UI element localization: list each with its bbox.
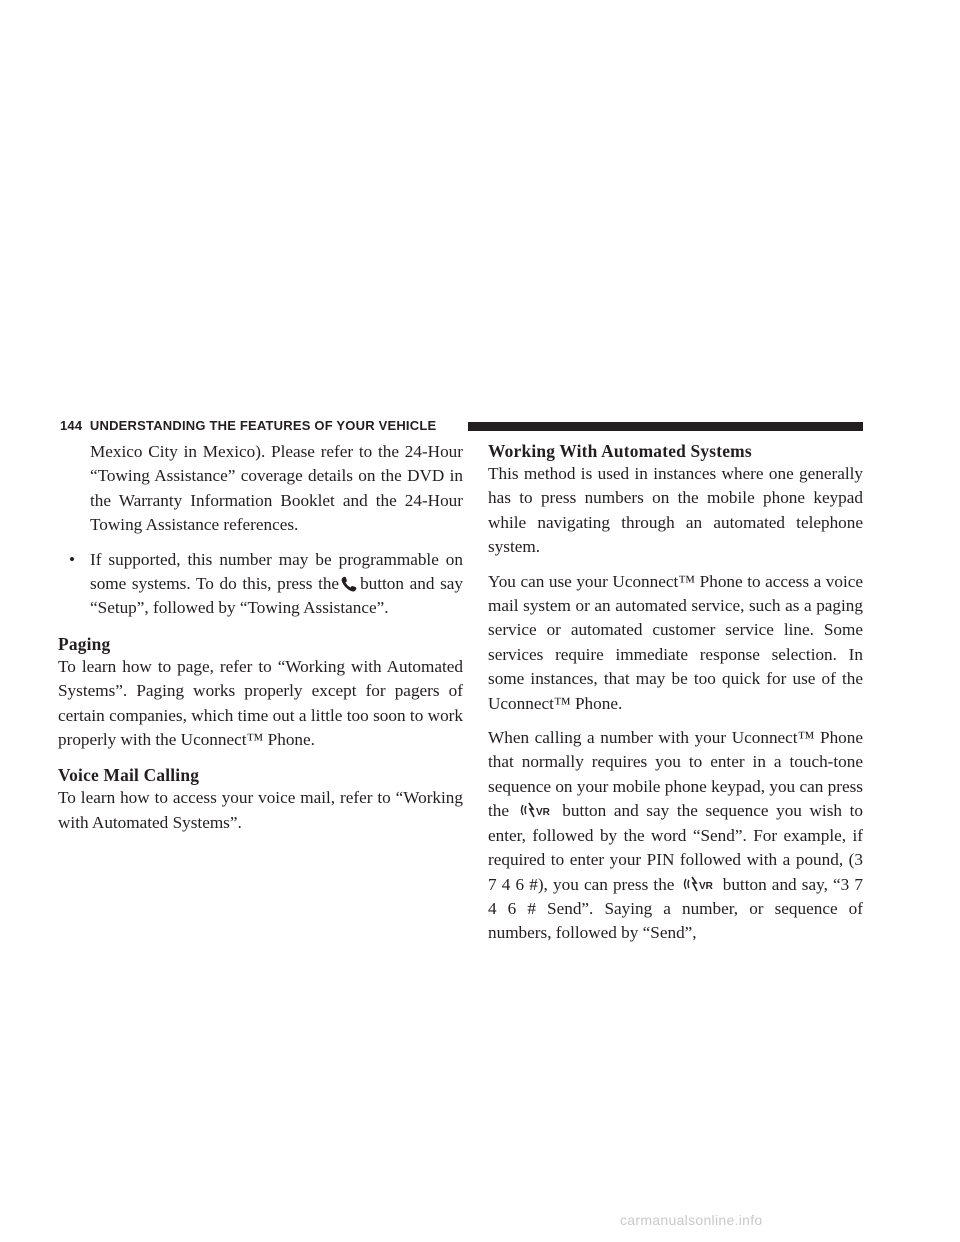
page-header — [60, 418, 863, 434]
automated-systems-paragraph: This method is used in instances where one generally has to press numbers on the mobile phone keypad while navigating through an automated telephone system. — [488, 464, 863, 557]
voice-mail-system-paragraph: You can use your Uconnect™ Phone to access a voice mail system or an automated service, such as a paging service or automated customer service line. Some services require immediate response selection. In some instances, that may be too quick for use of the Uconnect™ Phone. — [488, 571, 863, 713]
bullet-text-end: button and say “Setup”, followed by “Towing Assistance”. — [90, 574, 463, 618]
paging-paragraph: To learn how to page, refer to “Working with Automated Systems”. Paging works properly except for pagers of certain companies, which time out a little too soon to work properly with the Uconnect™ Phone. — [58, 656, 463, 750]
paging-heading: Paging — [58, 633, 111, 654]
voice-recognition-icon — [519, 801, 553, 819]
voice-mail-paragraph: To learn how to access your voice mail, refer to “Working with Automated Systems”. — [58, 788, 463, 832]
continued-paragraph: Mexico City in Mexico). Please refer to the 24-Hour “Towing Assistance” coverage details on the DVD in the Warranty Information Booklet and the 24-Hour Towing Assistance references. — [90, 442, 463, 535]
bullet-text-start: If supported, this number may be programmable on some systems. To do this, press the — [90, 549, 463, 594]
vr-icon-label: VR — [535, 807, 550, 819]
header-rule — [468, 422, 863, 431]
watermark: carmanualsonline.info — [620, 1212, 763, 1228]
vr-icon-label: VR — [698, 880, 713, 892]
automated-systems-heading: Working With Automated Systems — [488, 441, 752, 461]
right-column — [488, 440, 863, 946]
calling-text-start: When calling a number with your Uconnect™ Phone that normally requires you to enter in a touch-tone sequence on your mobile phone keypad, you can press the — [488, 728, 863, 821]
calling-text-middle: button and say the sequence you wish to enter, followed by the word “Send”. For example, if required to enter your PIN followed with a pound, (3 7 4 6 #), you can press the — [488, 801, 863, 894]
left-column — [58, 440, 463, 835]
page-number: 144 — [60, 418, 83, 433]
voice-recognition-icon — [682, 875, 716, 893]
phone-icon — [341, 576, 358, 592]
bullet-marker: • — [69, 549, 76, 569]
section-title: UNDERSTANDING THE FEATURES OF YOUR VEHICLE — [89, 418, 437, 433]
calling-paragraph — [488, 726, 863, 946]
calling-text-end: button and say, “3 7 4 6 # Send”. Saying a number, or sequence of numbers, followed by “Send”, — [488, 874, 863, 943]
page-header-title — [60, 418, 436, 434]
bullet-item-programmable — [58, 548, 463, 621]
voice-mail-heading: Voice Mail Calling — [58, 765, 200, 786]
